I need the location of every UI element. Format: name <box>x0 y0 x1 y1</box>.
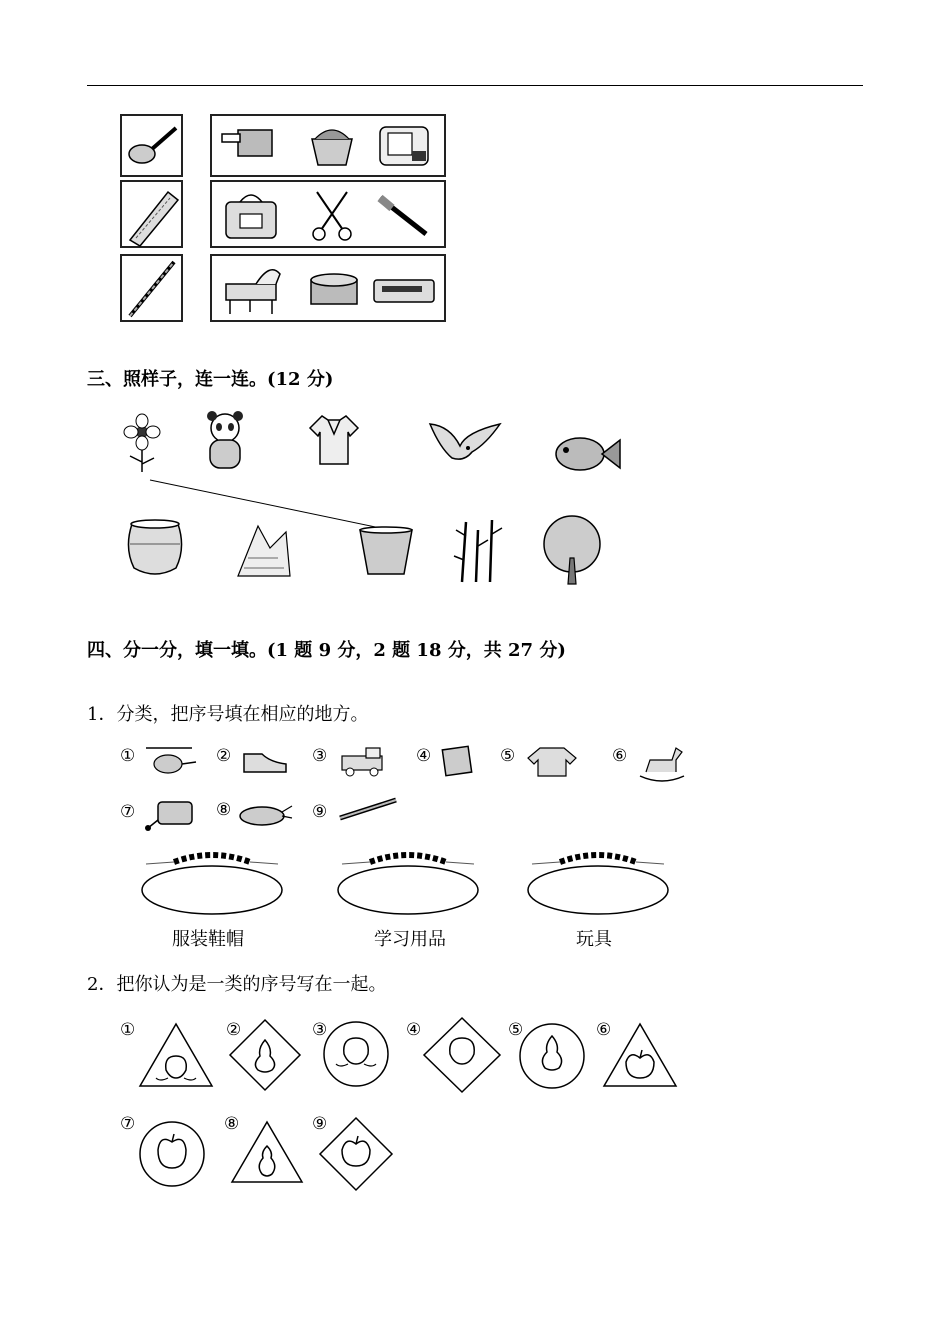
category-label-stationery: 学习用品 <box>374 929 446 950</box>
flowerpot-icon[interactable] <box>356 526 416 578</box>
fish-icon[interactable] <box>552 432 622 476</box>
bird-icon[interactable] <box>426 418 506 470</box>
q2-item-number: ⑦ <box>120 1114 136 1134</box>
header-rule <box>87 85 863 86</box>
q2-item-number: ⑨ <box>312 1114 328 1134</box>
spoon-icon <box>122 116 182 176</box>
fishbowl-icon[interactable] <box>120 518 190 580</box>
q2-item-number: ⑧ <box>224 1114 240 1134</box>
category-label-toys: 玩具 <box>576 929 612 950</box>
bamboo-grove-icon[interactable] <box>228 518 298 580</box>
helicopter-icon <box>142 744 198 778</box>
straw-hat-icon <box>238 798 294 828</box>
picture-book-icon <box>440 744 474 778</box>
q2-item-number: ① <box>120 1020 136 1040</box>
q1-item-number: ⑤ <box>500 746 516 766</box>
option-box-row2[interactable] <box>210 180 446 248</box>
basket-icon <box>307 121 357 171</box>
toothpaste-icon <box>122 182 182 248</box>
sample-box-spoon[interactable] <box>120 114 183 177</box>
pear-in-diamond-icon[interactable] <box>228 1018 302 1092</box>
cleaver-icon <box>220 122 280 172</box>
section4-heading: 四、分一分，填一填。(1 题 9 分，2 题 18 分，共 27 分) <box>87 640 566 661</box>
q2-item-number: ⑤ <box>508 1020 524 1040</box>
q1-item-number: ③ <box>312 746 328 766</box>
peach-in-diamond-icon[interactable] <box>422 1016 502 1094</box>
pear-in-triangle-icon[interactable] <box>230 1120 304 1186</box>
piano-icon <box>220 260 286 320</box>
q2-item-number: ② <box>226 1020 242 1040</box>
toothbrush-icon <box>374 188 434 244</box>
bamboo-icon[interactable] <box>448 516 504 584</box>
q1-item-number: ⑧ <box>216 800 232 820</box>
toy-drum-icon <box>142 796 198 832</box>
q2-item-number: ③ <box>312 1020 328 1040</box>
flower-icon[interactable] <box>118 414 168 474</box>
apple-in-diamond-icon[interactable] <box>318 1116 394 1192</box>
q1-item-number: ⑥ <box>612 746 628 766</box>
toy-train-icon <box>338 744 388 778</box>
category-label-clothing: 服装鞋帽 <box>172 929 244 950</box>
section3-heading: 三、照样子，连一连。(12 分) <box>87 369 334 390</box>
scissors-icon <box>307 188 357 244</box>
option-box-row1[interactable] <box>210 114 446 177</box>
option-box-row3[interactable] <box>210 254 446 322</box>
sample-box-pen[interactable] <box>120 254 183 322</box>
answer-basket-stationery[interactable] <box>334 848 484 918</box>
printer-icon <box>370 266 440 316</box>
q1-prompt: 1．分类，把序号填在相应的地方。 <box>87 704 369 725</box>
shirt-icon[interactable] <box>306 412 362 468</box>
q2-prompt: 2．把你认为是一类的序号写在一起。 <box>87 974 387 995</box>
rocking-horse-icon <box>636 742 688 782</box>
sample-box-toothpaste[interactable] <box>120 180 183 248</box>
q1-item-number: ④ <box>416 746 432 766</box>
sweater-icon <box>524 744 580 778</box>
peach-in-circle-icon[interactable] <box>322 1020 390 1088</box>
shoe-icon <box>240 746 290 776</box>
pencil-icon <box>336 796 402 822</box>
camera-icon <box>374 121 434 171</box>
peach-in-triangle-icon[interactable] <box>136 1020 216 1090</box>
answer-basket-clothing[interactable] <box>138 848 288 918</box>
answer-basket-toys[interactable] <box>524 848 674 918</box>
schoolbag-icon <box>220 188 284 244</box>
panda-icon[interactable] <box>200 410 250 474</box>
apple-in-circle-icon[interactable] <box>138 1120 206 1188</box>
q2-item-number: ⑥ <box>596 1020 612 1040</box>
q1-item-number: ① <box>120 746 136 766</box>
pen-icon <box>122 256 182 322</box>
q2-item-number: ④ <box>406 1020 422 1040</box>
q1-item-number: ② <box>216 746 232 766</box>
pear-in-circle-icon[interactable] <box>518 1022 586 1090</box>
apple-in-triangle-icon[interactable] <box>600 1020 680 1090</box>
tree-icon[interactable] <box>536 514 608 586</box>
q1-item-number: ⑦ <box>120 802 136 822</box>
cake-box-icon <box>307 266 363 316</box>
q1-item-number: ⑨ <box>312 802 328 822</box>
